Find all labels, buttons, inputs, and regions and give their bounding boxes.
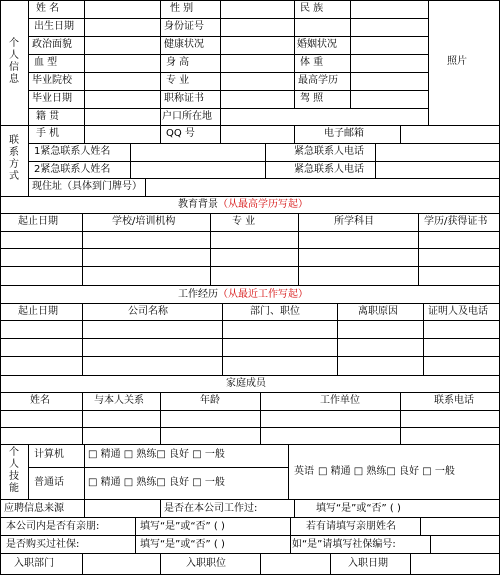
rule [220,0,221,125]
edu-col-school: 学校/培训机构 [112,216,176,227]
emergency-contact-2-phone-label: 紧急联系人电话 [294,164,364,175]
work-title: 工作经历 [178,289,218,300]
rule [28,108,428,109]
rule [288,444,289,499]
marital-label: 婚姻状况 [297,39,337,50]
work-note: （从最近工作写起） [218,289,308,300]
health-label: 健康状况 [164,39,204,50]
rule [0,303,500,304]
rule [0,356,500,357]
edu-col-subjects: 所学科目 [334,216,374,227]
rule [28,178,500,179]
rule [0,196,500,197]
highest-edu-label: 最高学历 [298,75,338,86]
height-label: 身 高 [166,57,190,68]
grad-date-label: 毕业日期 [32,93,72,104]
rule [0,248,500,249]
rule [28,143,500,144]
rule [82,553,83,575]
rule [145,178,146,196]
relatives-label: 本公司内是否有亲朋: [6,521,100,532]
mandarin-skill-options[interactable]: □ 精通 □ 熟练□ 良好 □ 一般 [88,477,225,488]
rule [135,517,136,553]
ethnicity-label: 民 族 [300,3,324,14]
emergency-contact-1-phone-label: 紧急联系人电话 [294,146,364,157]
rule [430,535,431,553]
emergency-contact-2-name-label: 2紧急联系人姓名 [34,164,111,175]
rule [0,0,1,575]
rule [130,143,131,178]
rule [0,266,500,267]
weight-label: 体 重 [300,57,324,68]
social-insurance-hint[interactable]: 填写“是”或“否” ( ) [140,539,225,550]
rule [337,303,338,375]
source-label: 应聘信息来源 [4,503,64,514]
rule [28,0,29,196]
rule [160,125,161,143]
rule [0,535,500,536]
rule [410,553,411,575]
rule [210,213,211,285]
rule [0,392,500,393]
id-number-label: 身份证号 [164,21,204,32]
rule [0,375,500,376]
rule [298,213,299,285]
rule [0,213,500,214]
rule [400,392,401,444]
personal-info-side-label: 个 人 信 息 [9,38,19,85]
work-col-reference: 证明人及电话 [428,306,488,317]
entry-date-label: 入职日期 [348,558,388,569]
relative-name-label: 若有请填写亲朋姓名 [306,521,396,532]
family-col-name: 姓名 [30,395,50,406]
rule [330,553,331,575]
rule [0,320,500,321]
family-col-phone: 联系电话 [434,395,474,406]
rule [428,0,429,125]
work-col-company: 公司名称 [128,306,168,317]
rule [294,125,295,143]
email-label: 电子邮箱 [324,128,364,139]
school-label: 毕业院校 [32,75,72,86]
work-col-dates: 起止日期 [18,306,58,317]
rule [84,125,85,143]
birth-date-label: 出生日期 [34,21,74,32]
education-section-title [178,199,308,211]
entry-position-label: 入职职位 [186,558,226,569]
major-label: 专 业 [166,75,190,86]
rule [375,143,376,178]
rule [28,444,29,499]
rule [420,517,421,535]
blood-type-label: 血 型 [34,57,58,68]
rule [0,499,500,500]
rule [0,410,500,411]
rule [0,444,500,445]
rule [160,392,161,444]
emergency-contact-1-name-label: 1紧急联系人姓名 [34,146,111,157]
rule [160,553,161,575]
rule [82,213,83,285]
insurance-number-label: 如“是”请填写社保编号: [292,539,396,550]
address-label: 现住址（具体到门牌号） [32,181,142,192]
rule [260,553,261,575]
work-col-reason: 离职原因 [358,306,398,317]
rule [160,499,161,517]
rule [82,392,83,444]
rule [423,303,424,375]
rule [222,303,223,375]
rule [28,72,428,73]
english-skill-label: 英语 [294,466,314,477]
rule [418,213,419,285]
edu-col-major: 专 业 [232,216,256,227]
rule [0,553,500,554]
rule [0,231,500,232]
family-section-title: 家庭成员 [226,378,266,389]
rule [28,90,428,91]
title-cert-label: 职称证书 [164,93,204,104]
relatives-hint[interactable]: 填写“是”或“否” ( ) [140,521,225,532]
rule [28,161,500,162]
computer-skill-options[interactable]: □ 精通 □ 熟练□ 良好 □ 一般 [88,449,225,460]
rule [265,143,266,178]
rule [28,18,428,19]
work-col-position: 部门、职位 [250,306,300,317]
rule [28,36,428,37]
edu-col-degree: 学历/获得证书 [424,216,488,227]
rule [294,0,295,108]
rule [0,427,500,428]
rule [0,338,500,339]
rule [220,125,221,143]
education-note: （从最高学历写起） [218,199,308,210]
skills-side-label: 个 人 技 能 [9,447,19,494]
social-insurance-label: 是否购买过社保: [6,539,80,550]
rule [28,467,288,468]
rule [0,0,500,1]
rule [160,0,161,125]
rule [0,285,500,286]
rule [350,0,351,108]
rule [0,517,500,518]
political-status-label: 政治面貌 [32,39,72,50]
work-section-title [178,289,308,301]
education-title: 教育背景 [178,199,218,210]
rule [84,499,85,517]
name-label: 姓 名 [36,3,60,14]
rule [84,0,85,125]
edu-col-dates: 起止日期 [18,216,58,227]
family-col-employer: 工作单位 [320,395,360,406]
computer-skill-label: 计算机 [34,449,64,460]
rule [260,392,261,444]
family-col-relation: 与本人关系 [94,395,144,406]
worked-before-label: 是否在本公司工作过: [164,503,258,514]
english-skill-options[interactable]: □ 精通 □ 熟练□ 良好 □ 一般 [318,466,455,477]
mandarin-skill-label: 普通话 [34,477,64,488]
rule [84,444,85,499]
rule [82,303,83,375]
photo-placeholder[interactable]: 照片 [447,56,467,67]
hukou-label: 户口所在地 [162,111,212,122]
contact-side-label: 联 系 方 式 [9,135,19,182]
worked-before-hint[interactable]: 填写“是”或“否” ( ) [316,503,401,514]
entry-dept-label: 入职部门 [14,558,54,569]
rule [294,499,295,517]
qq-label: QQ 号 [166,128,195,139]
rule [0,125,500,126]
rule [28,54,428,55]
rule [400,125,401,143]
rule [290,517,291,553]
mobile-label: 手 机 [36,128,60,139]
origin-label: 籍 贯 [36,111,60,122]
gender-label: 性 别 [170,3,194,14]
license-label: 驾 照 [300,93,324,104]
family-col-age: 年龄 [200,395,220,406]
